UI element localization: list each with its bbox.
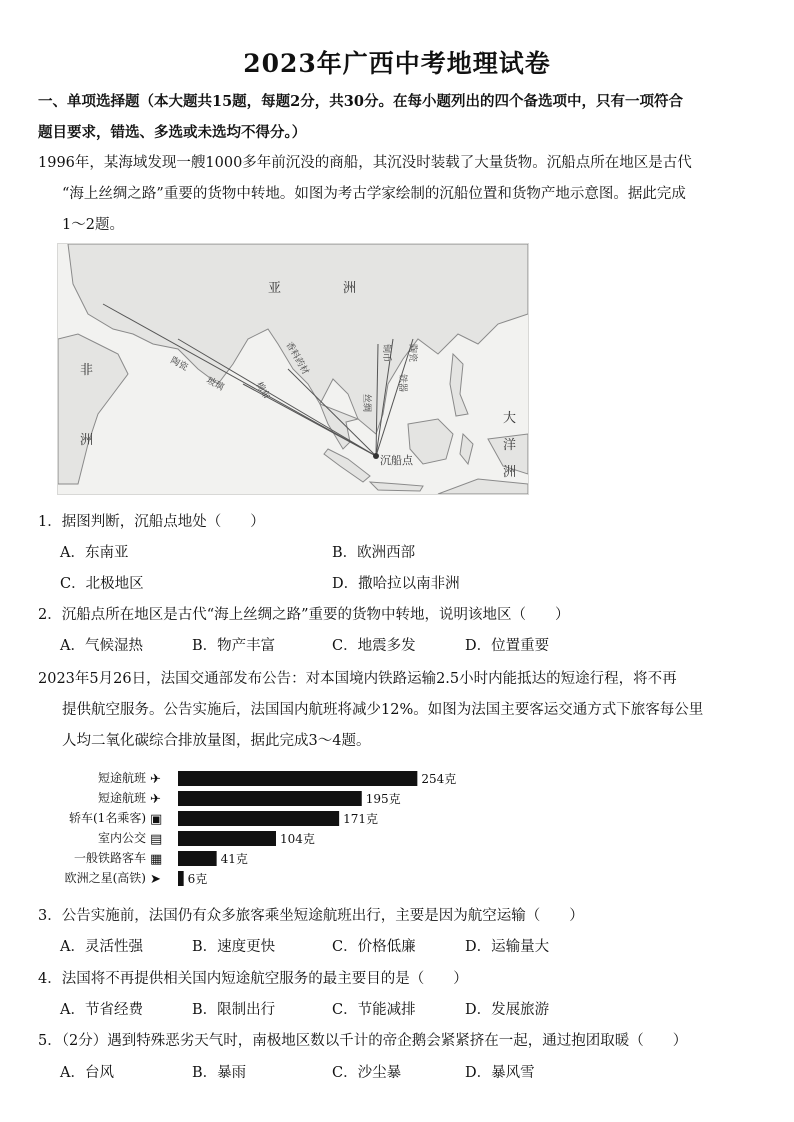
route-label: 丝绸 bbox=[361, 394, 371, 413]
section-header-line1: 一、单项选择题（本大题共15题，每题2分，共30分。在每小题列出的四个备选项中，只有一项符合 bbox=[38, 93, 683, 110]
bar bbox=[178, 771, 417, 786]
question-3-stem: 3．公告实施前，法国仍有众多旅客乘坐短途航班出行，主要是因为航空运输（ ） bbox=[38, 908, 584, 924]
value-label: 195克 bbox=[365, 792, 401, 806]
shipwreck-map bbox=[57, 243, 529, 495]
plane-icon: ✈ bbox=[150, 772, 161, 787]
option-a[interactable]: A．气候湿热 bbox=[60, 638, 143, 654]
route-label: 棉布 bbox=[253, 380, 272, 402]
option-d[interactable]: D．暴风雪 bbox=[465, 1065, 535, 1081]
option-a[interactable]: A．节省经费 bbox=[60, 1002, 143, 1018]
question-1-stem: 1．据图判断，沉船点地处（ ） bbox=[38, 514, 265, 530]
question-3-options bbox=[60, 935, 760, 959]
value-label: 6克 bbox=[187, 872, 208, 886]
question-1-options bbox=[60, 541, 760, 565]
option-c[interactable]: C．节能减排 bbox=[332, 1002, 416, 1018]
question-5-stem: 5．（2分）遇到特殊恶劣天气时，南极地区数以千计的帝企鹅会紧紧挤在一起，通过抱团取暖（ ） bbox=[38, 1033, 688, 1049]
java-island bbox=[370, 482, 423, 491]
question-2-options bbox=[60, 634, 760, 658]
shipwreck-map-svg bbox=[58, 244, 528, 494]
sumatra-island bbox=[324, 449, 370, 482]
passage-2-line3: 人均二氧化碳综合排放量图，据此完成3～4题。 bbox=[62, 733, 371, 749]
car-icon: ▣ bbox=[150, 812, 163, 827]
route-label: 铜币 bbox=[381, 344, 391, 363]
option-a[interactable]: A．台风 bbox=[60, 1065, 114, 1081]
question-1-options bbox=[60, 572, 760, 596]
section-header bbox=[38, 86, 760, 148]
category-label: 室内公交 bbox=[97, 831, 146, 845]
option-d[interactable]: D．位置重要 bbox=[465, 638, 550, 654]
map-label-africa: 非 bbox=[80, 363, 94, 378]
map-label-oceania: 洲 bbox=[503, 465, 517, 480]
high-speed-train-icon: ➤ bbox=[150, 872, 161, 887]
bar bbox=[178, 831, 276, 846]
map-label-asia: 亚 bbox=[268, 281, 282, 296]
option-c[interactable]: C．北极地区 bbox=[60, 576, 144, 592]
option-c[interactable]: C．地震多发 bbox=[332, 638, 416, 654]
borneo-island bbox=[408, 419, 453, 464]
option-b[interactable]: B．物产丰富 bbox=[192, 638, 276, 654]
option-d[interactable]: D．运输量大 bbox=[465, 939, 550, 955]
option-b[interactable]: B．暴雨 bbox=[192, 1065, 247, 1081]
map-label-oceania: 洋 bbox=[503, 438, 517, 453]
plane-icon: ✈ bbox=[150, 792, 161, 807]
map-label-oceania: 大 bbox=[503, 411, 517, 426]
section-header-line2: 题目要求，错选、多选或未选均不得分。） bbox=[38, 124, 307, 141]
sulawesi-island bbox=[460, 434, 473, 464]
question-4-options bbox=[60, 998, 760, 1022]
question-4-stem: 4．法国将不再提供相关国内短途航空服务的最主要目的是（ ） bbox=[38, 971, 468, 987]
value-label: 171克 bbox=[343, 812, 379, 826]
passage-2-line2: 提供航空服务。公告实施后，法国国内航班将减少12%。如图为法国主要客运交通方式下旅客每公里 bbox=[62, 702, 704, 718]
option-d[interactable]: D．发展旅游 bbox=[465, 1002, 550, 1018]
value-label: 104克 bbox=[280, 832, 315, 846]
australia-landmass bbox=[438, 479, 528, 494]
co2-emission-chart bbox=[38, 762, 508, 892]
value-label: 41克 bbox=[220, 852, 248, 866]
option-b[interactable]: B．欧洲西部 bbox=[332, 545, 416, 561]
passage-1-line2: “海上丝绸之路”重要的货物中转地。如图为考古学家绘制的沉船位置和货物产地示意图。据此完成 bbox=[62, 186, 686, 202]
route-label: 铁器 bbox=[397, 374, 407, 393]
passage-1 bbox=[38, 148, 760, 241]
route-label: 陶瓷 bbox=[407, 344, 417, 363]
option-b[interactable]: B．速度更快 bbox=[192, 939, 276, 955]
option-d[interactable]: D．撒哈拉以南非洲 bbox=[332, 576, 460, 592]
category-label: 轿车(1名乘客) bbox=[69, 811, 146, 825]
category-label: 一般铁路客车 bbox=[73, 851, 146, 865]
category-label: 短途航班 bbox=[97, 771, 146, 785]
route-label: 香料药材 bbox=[283, 340, 311, 377]
map-label-africa: 洲 bbox=[80, 433, 94, 448]
passage-1-line1: 1996年，某海域发现一艘1000多年前沉没的商船，其沉没时装载了大量货物。沉船点所在地区是古代 bbox=[38, 155, 692, 171]
train-icon: ▦ bbox=[150, 852, 163, 867]
bar bbox=[178, 811, 339, 826]
passage-2 bbox=[38, 664, 760, 757]
option-a[interactable]: A．东南亚 bbox=[60, 545, 129, 561]
question-2-stem: 2．沉船点所在地区是古代“海上丝绸之路”重要的货物中转地，说明该地区（ ） bbox=[38, 607, 570, 623]
africa-landmass bbox=[58, 334, 128, 484]
category-label: 短途航班 bbox=[97, 791, 146, 805]
question-5-options bbox=[60, 1061, 760, 1085]
page-title: 2023年广西中考地理试卷 bbox=[243, 49, 551, 78]
route-label: 玻璃 bbox=[204, 375, 226, 394]
option-c[interactable]: C．价格低廉 bbox=[332, 939, 416, 955]
option-a[interactable]: A．灵活性强 bbox=[60, 939, 143, 955]
shipwreck-point bbox=[373, 453, 379, 459]
option-b[interactable]: B．限制出行 bbox=[192, 1002, 276, 1018]
category-label: 欧洲之星(高铁) bbox=[64, 871, 146, 885]
bar bbox=[178, 791, 362, 806]
map-label-shipwreck: 沉船点 bbox=[380, 454, 413, 467]
bar bbox=[178, 851, 217, 866]
map-label-asia: 洲 bbox=[343, 281, 357, 296]
value-label: 254克 bbox=[421, 772, 457, 786]
philippines-islands bbox=[450, 354, 468, 416]
passage-2-line1: 2023年5月26日，法国交通部发布公告：对本国境内铁路运输2.5小时内能抵达的短途行程，将不再 bbox=[38, 671, 677, 687]
bus-icon: ▤ bbox=[150, 832, 163, 847]
route-label: 陶瓷 bbox=[168, 355, 190, 374]
option-c[interactable]: C．沙尘暴 bbox=[332, 1065, 402, 1081]
bar bbox=[178, 871, 184, 886]
co2-emission-chart-svg bbox=[38, 762, 508, 892]
passage-1-line3: 1～2题。 bbox=[62, 217, 124, 233]
